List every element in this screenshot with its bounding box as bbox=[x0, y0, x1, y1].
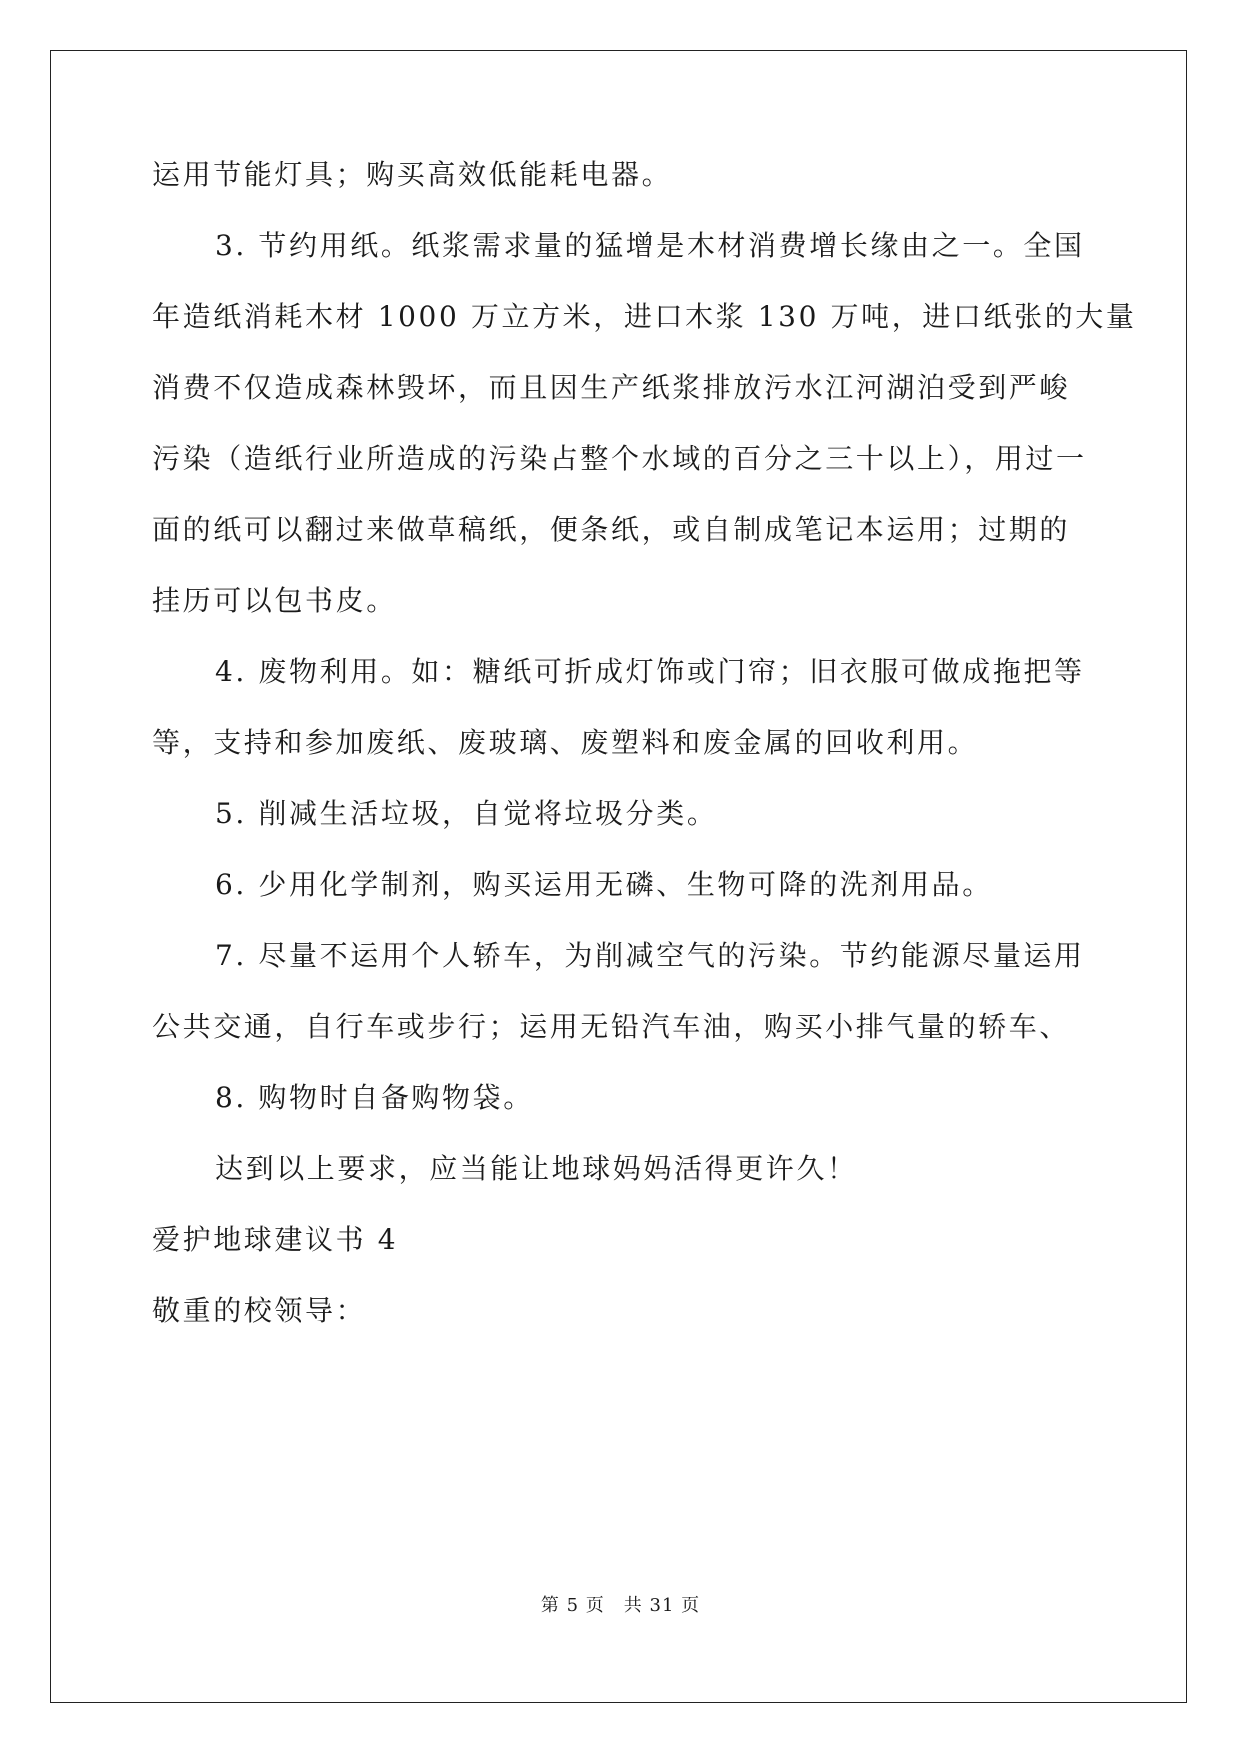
text-line: 达到以上要求，应当能让地球妈妈活得更许久！ bbox=[215, 1152, 858, 1185]
text-line: 挂历可以包书皮。 bbox=[152, 584, 397, 617]
text-line: 运用节能灯具；购买高效低能耗电器。 bbox=[152, 158, 673, 191]
text-line: 面的纸可以翻过来做草稿纸，便条纸，或自制成笔记本运用；过期的 bbox=[152, 513, 1071, 546]
text-line: 7. 尽量不运用个人轿车，为削减空气的污染。节约能源尽量运用 bbox=[215, 939, 1085, 972]
text-line: 8. 购物时自备购物袋。 bbox=[215, 1081, 534, 1114]
text-line: 年造纸消耗木材 1000 万立方米，进口木浆 130 万吨，进口纸张的大量 bbox=[152, 300, 1137, 333]
text-line: 3. 节约用纸。纸浆需求量的猛增是木材消费增长缘由之一。全国 bbox=[215, 229, 1085, 262]
text-line: 等，支持和参加废纸、废玻璃、废塑料和废金属的回收利用。 bbox=[152, 726, 979, 759]
text-line: 6. 少用化学制剂，购买运用无磷、生物可降的洗剂用品。 bbox=[215, 868, 993, 901]
text-line: 5. 削减生活垃圾，自觉将垃圾分类。 bbox=[215, 797, 718, 830]
text-line: 污染（造纸行业所造成的污染占整个水域的百分之三十以上），用过一 bbox=[152, 442, 1087, 475]
salutation: 敬重的校领导： bbox=[152, 1294, 367, 1327]
text-line: 公共交通，自行车或步行；运用无铅汽车油，购买小排气量的轿车、 bbox=[152, 1010, 1071, 1043]
page-number-footer: 第 5 页 共 31 页 bbox=[540, 1595, 701, 1616]
text-line: 4. 废物利用。如：糖纸可折成灯饰或门帘；旧衣服可做成拖把等 bbox=[215, 655, 1085, 688]
text-line: 消费不仅造成森林毁坏，而且因生产纸浆排放污水江河湖泊受到严峻 bbox=[152, 371, 1071, 404]
section-heading: 爱护地球建议书 4 bbox=[152, 1223, 399, 1256]
